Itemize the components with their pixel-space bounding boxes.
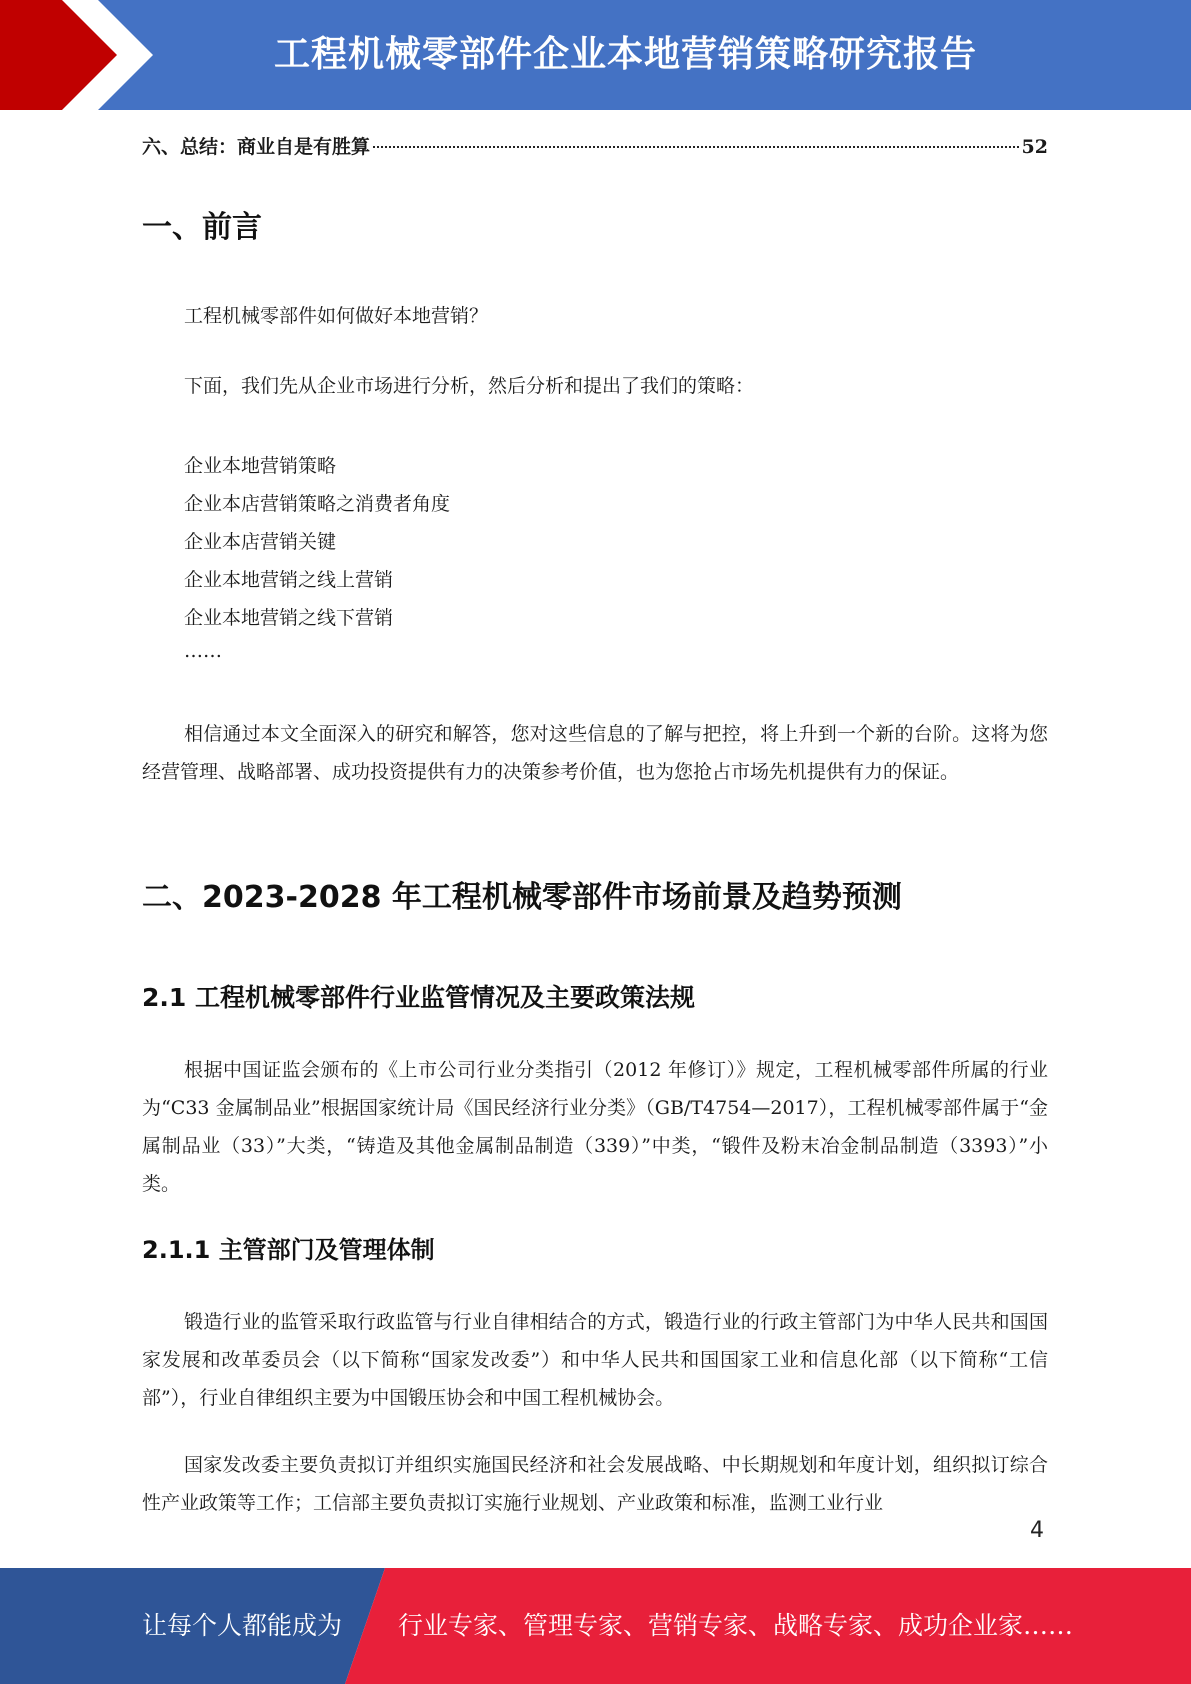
toc-entry-text: 六、总结：商业自是有胜算	[142, 136, 371, 158]
section-2-title: 二、2023-2028 年工程机械零部件市场前景及趋势预测	[142, 880, 902, 915]
section-1-title: 一、前言	[142, 210, 262, 245]
toc-entry[interactable]	[142, 132, 1048, 159]
header-arrow-decoration	[0, 0, 170, 110]
section-2-1-1-paragraph-1: 锻造行业的监管采取行政监管与行业自律相结合的方式，锻造行业的行政主管部门为中华人民共和国国家发展和改革委员会（以下简称“国家发改委”）和中华人民共和国国家工业和信息化部（以下简称“工信部”），行业自律组织主要为中国锻压协会和中国工程机械协会。	[142, 1311, 1048, 1409]
footer-slogan-right: 行业专家、管理专家、营销专家、战略专家、成功企业家……	[398, 1611, 1074, 1640]
page-number: 4	[1030, 1518, 1044, 1543]
section-2-1-1-paragraph-2: 国家发改委主要负责拟订并组织实施国民经济和社会发展战略、中长期规划和年度计划，组织拟订综合性产业政策等工作；工信部主要负责拟订实施行业规划、产业政策和标准，监测工业行业	[142, 1454, 1048, 1514]
toc-entry-page: 52	[1021, 136, 1048, 158]
strategy-list-item: 企业本地营销之线上营销	[184, 569, 394, 591]
strategy-list-item: 企业本地营销之线下营销	[184, 607, 394, 629]
strategy-list-ellipsis: ……	[184, 640, 222, 662]
toc-leader-dots	[373, 146, 1019, 148]
strategy-list-item: 企业本店营销关键	[184, 531, 337, 553]
section-1-paragraph: 相信通过本文全面深入的研究和解答，您对这些信息的了解与把控，将上升到一个新的台阶。这将为您经营管理、战略部署、成功投资提供有力的决策参考价值，也为您抢占市场先机提供有力的保证。	[142, 723, 1048, 783]
section-2-1-title: 2.1 工程机械零部件行业监管情况及主要政策法规	[142, 983, 695, 1012]
header-title: 工程机械零部件企业本地营销策略研究报告	[273, 34, 977, 75]
strategy-list-item: 企业本店营销策略之消费者角度	[184, 493, 451, 515]
section-1-question: 工程机械零部件如何做好本地营销？	[184, 305, 489, 327]
section-1-intro: 下面，我们先从企业市场进行分析，然后分析和提出了我们的策略：	[184, 375, 755, 397]
footer-slogan-left: 让每个人都能成为	[142, 1611, 343, 1640]
strategy-list-item: 企业本地营销策略	[184, 455, 337, 477]
section-2-1-1-title: 2.1.1 主管部门及管理体制	[142, 1236, 435, 1264]
section-2-1-paragraph: 根据中国证监会颁布的《上市公司行业分类指引（2012 年修订）》规定，工程机械零部件所属的行业为“C33 金属制品业”根据国家统计局《国民经济行业分类》（GB/T4754—2017），工程机械零部件属于“金属制品业（33）”大类，“铸造及其他金属制品制造（339）”中类，“锻件及粉末冶金制品制造（3393）”小类。	[142, 1059, 1048, 1195]
page-footer	[0, 1568, 1191, 1684]
page-header	[0, 0, 1191, 110]
